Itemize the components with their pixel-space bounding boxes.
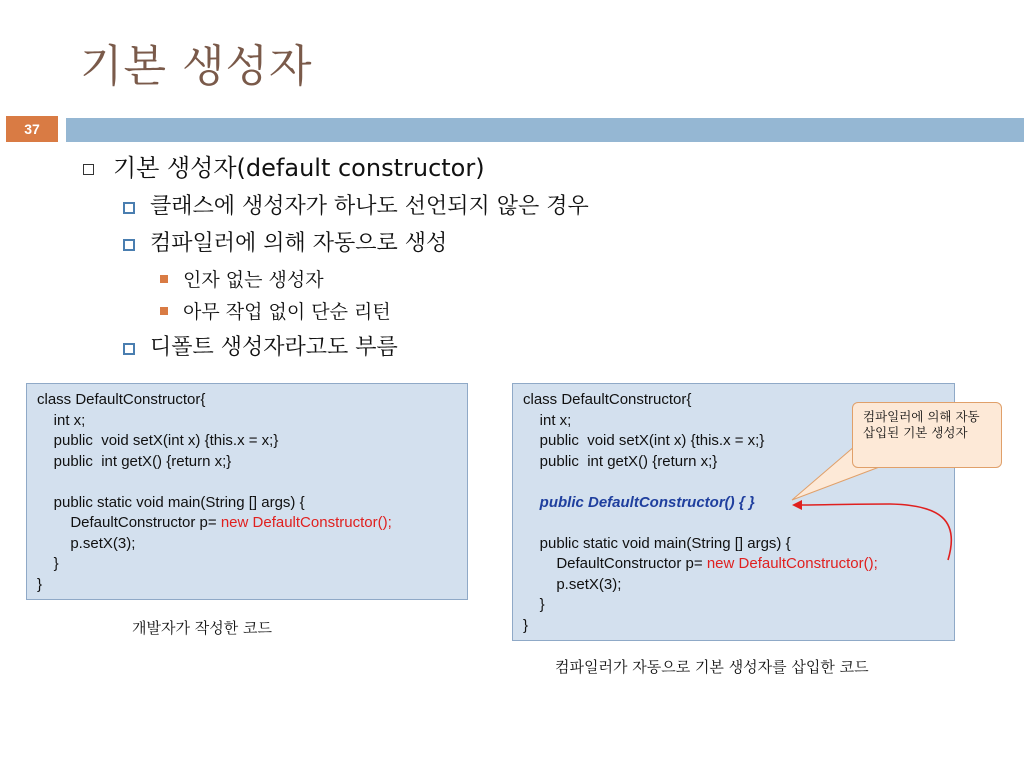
code-line: public static void main(String [] args) { [37,493,305,511]
code-line: int x; [523,411,572,429]
bullet-l2b: 컴파일러에 의해 자동으로 생성 [150,231,448,256]
right-caption: 컴파일러가 자동으로 기본 생성자를 삽입한 코드 [555,658,869,676]
code-line: } [37,575,43,593]
code-text: DefaultConstructor p= [37,514,221,531]
red-arrow [800,504,951,560]
red-arrow-head-icon [792,500,802,510]
bullet-l1: 기본 생성자(default constructor) [113,154,485,182]
code-line: class DefaultConstructor{ [523,391,692,408]
bullet-l3b: 아무 작업 없이 단순 리턴 [183,301,391,323]
code-line: public int getX() {return x;} [37,452,232,470]
code-line: } [37,555,59,572]
code-line: p.setX(3); [523,575,622,593]
red-code-text: new DefaultConstructor(); [220,514,392,531]
bullet-l3a: 인자 없는 생성자 [183,269,324,291]
slide-title: 기본 생성자 [80,41,313,92]
code-line: } [523,596,545,613]
code-line: public int getX() {return x;} [523,452,718,470]
page-number: 37 [6,116,58,142]
callout-note: 컴파일러에 의해 자동 삽입된 기본 생성자 [852,402,1002,468]
red-code-text: new DefaultConstructor(); [706,555,878,572]
bullet-l2a: 클래스에 생성자가 하나도 선언되지 않은 경우 [150,194,589,219]
inserted-constructor-text: public DefaultConstructor() { } [539,493,755,511]
code-text: DefaultConstructor p= [523,555,707,572]
code-line: class DefaultConstructor{ [37,391,206,408]
code-line: public void setX(int x) {this.x = x;} [37,432,279,449]
code-line: public static void main(String [] args) { [523,534,791,552]
code-line: } [523,616,529,634]
code-line: p.setX(3); [37,534,136,552]
bullet-l2c: 디폴트 생성자라고도 부름 [150,335,398,360]
code-line: public void setX(int x) {this.x = x;} [523,432,765,449]
left-caption: 개발자가 작성한 코드 [132,619,272,637]
code-line: int x; [37,411,86,429]
